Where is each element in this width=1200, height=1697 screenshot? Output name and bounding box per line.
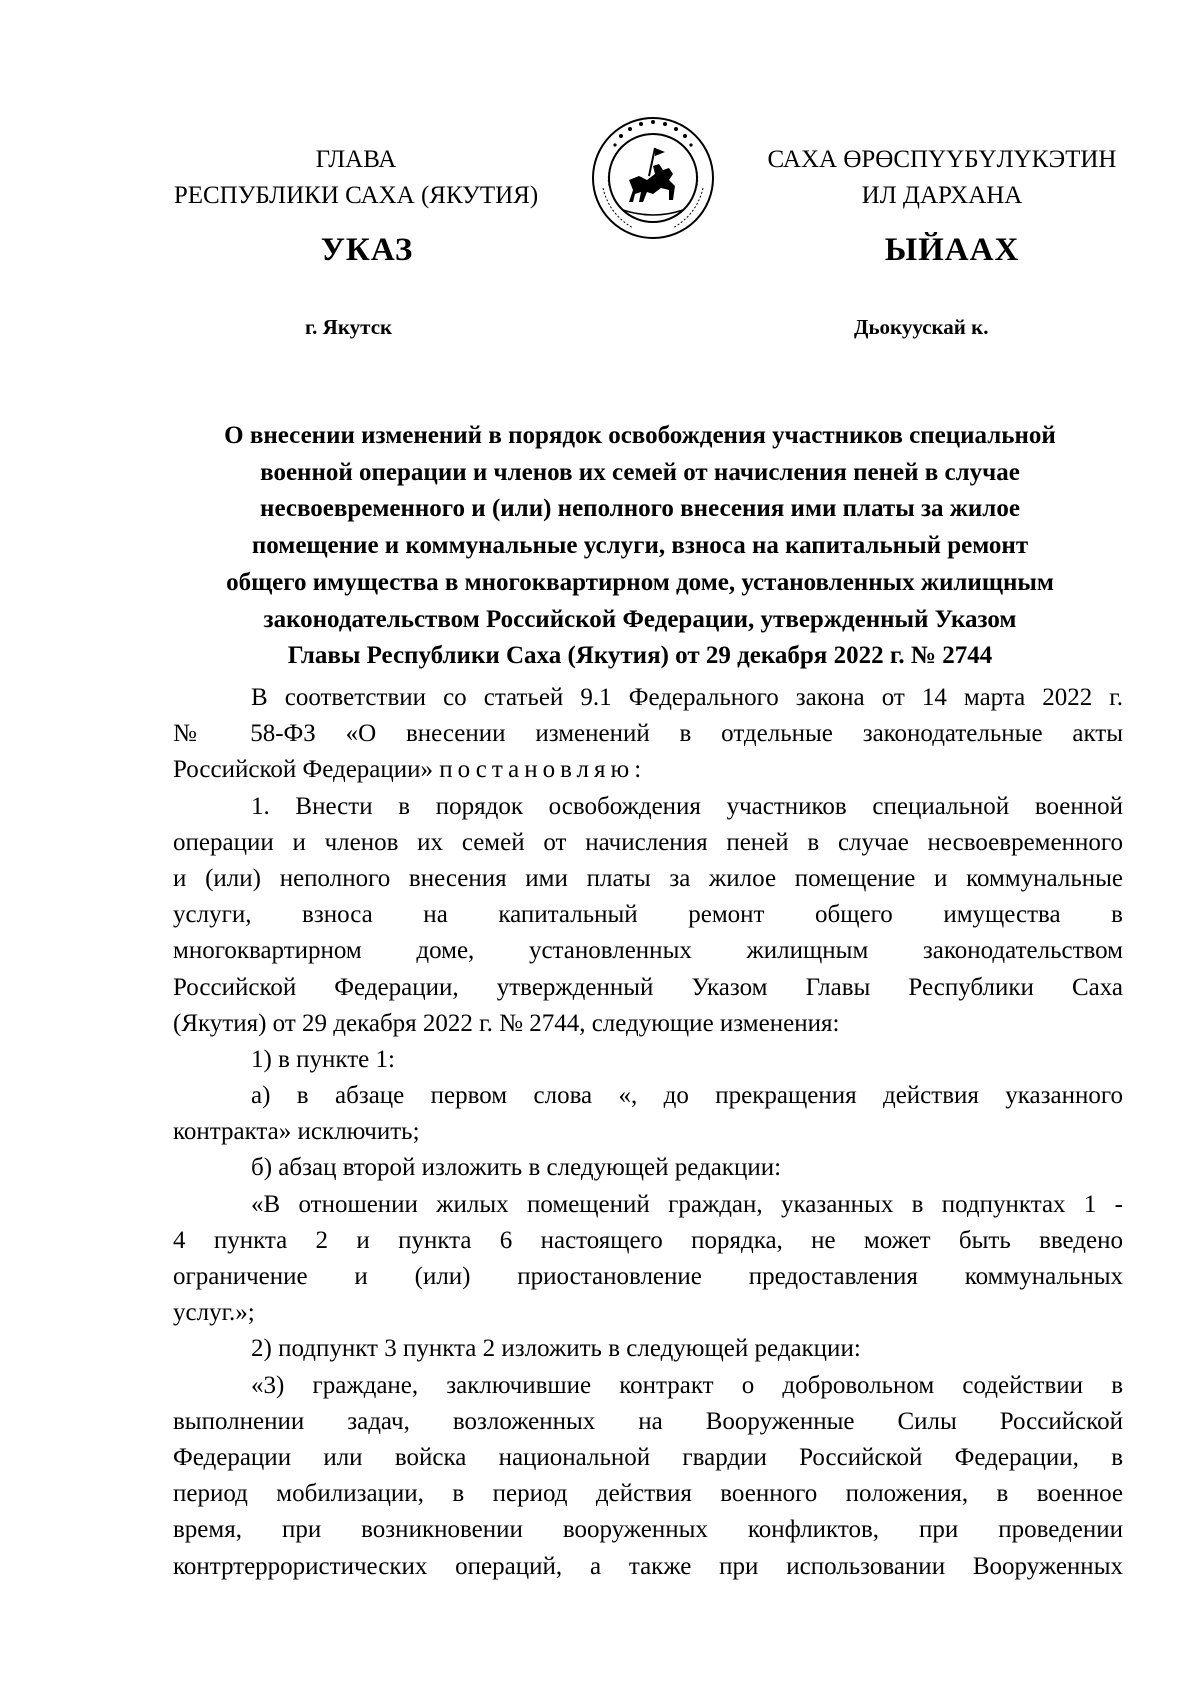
body-line: В соответствии со статьей 9.1 Федерального закона от 14 марта 2022 г.: [251, 684, 1123, 711]
body-line: 4 пункта 2 и пункта 6 настоящего порядка, не может быть введено: [173, 1226, 1123, 1254]
body-line: «3) граждане, заключившие контракт о добровольном содействии в: [251, 1371, 1123, 1399]
body-line: многоквартирном доме, установленных жилищным законодательством: [173, 937, 1123, 965]
body-line: № 58-ФЗ «О внесении изменений в отдельные законодательные акты: [173, 720, 1123, 748]
body-line: выполнении задач, возложенных на Вооруженные Силы Российской: [173, 1407, 1123, 1435]
header-right-line1: САХА ӨРӨСПҮҮБҮЛҮКЭТИН: [767, 146, 1117, 173]
title-line: военной операции и членов их семей от начисления пеней в случае: [260, 458, 1020, 486]
coat-of-arms-icon: [589, 114, 717, 242]
body-line: 1) в пункте 1:: [251, 1045, 395, 1073]
title-line: общего имущества в многоквартирном доме, установленных жилищным: [226, 568, 1054, 596]
title-line: помещение и коммунальные услуги, взноса на капитальный ремонт: [251, 532, 1029, 560]
header-left: [142, 142, 570, 214]
body-line: Федерации или войска национальной гвардии Российской Федерации, в: [173, 1443, 1123, 1471]
document-title: [160, 418, 1120, 675]
body-line: контртеррористических операций, а также при использовании Вооруженных: [173, 1552, 1123, 1580]
body-line: контракта» исключить;: [173, 1118, 420, 1146]
body-line: услуг.»;: [173, 1299, 255, 1327]
body-text: Российской Федерации»: [173, 756, 434, 784]
body-line: а) в абзаце первом слова «, до прекращения действия указанного: [251, 1082, 1123, 1110]
title-line: законодательством Российской Федерации, утвержденный Указом: [263, 605, 1017, 633]
title-line: несвоевременного и (или) неполного внесения ими платы за жилое: [260, 495, 1020, 523]
body-line: время, при возникновении вооруженных конфликтов, при проведении: [173, 1516, 1123, 1544]
body-line: «В отношении жилых помещений граждан, указанных в подпунктах 1 -: [251, 1190, 1123, 1218]
header-right-line2: ИЛ ДАРХАНА: [861, 182, 1023, 209]
place-right: Дьокуускай к.: [854, 315, 989, 339]
body-line: период мобилизации, в период действия военного положения, в военное: [173, 1480, 1123, 1508]
place-left: г. Якутск: [305, 315, 393, 339]
body-line: 2) подпункт 3 пункта 2 изложить в следующей редакции:: [251, 1335, 861, 1363]
header-left-line2: РЕСПУБЛИКИ САХА (ЯКУТИЯ): [173, 182, 539, 209]
title-line: Главы Республики Саха (Якутия) от 29 декабря 2022 г. № 2744: [287, 642, 993, 670]
doc-type-left: УКАЗ: [320, 232, 414, 268]
body-line: и (или) неполного внесения ими платы за жилое помещение и коммунальные: [173, 864, 1123, 892]
body-line: Российской Федерации, утвержденный Указом Главы Республики Саха: [173, 973, 1123, 1001]
doc-type-right: ЫЙААХ: [884, 232, 1020, 268]
body-line: 1. Внести в порядок освобождения участников специальной военной: [251, 792, 1123, 820]
decree-word: постановляю:: [439, 756, 647, 784]
title-line: О внесении изменений в порядок освобождения участников специальной: [224, 422, 1056, 449]
header-right: [742, 142, 1142, 214]
header-left-line1: ГЛАВА: [315, 146, 397, 173]
body-line-decree: [173, 752, 1123, 788]
document-body: [173, 680, 1123, 1585]
body-line: ограничение и (или) приостановление предоставления коммунальных: [173, 1263, 1123, 1290]
body-line: (Якутия) от 29 декабря 2022 г. № 2744, следующие изменения:: [173, 1009, 840, 1037]
body-line: услуги, взноса на капитальный ремонт общего имущества в: [173, 901, 1123, 929]
body-line: б) абзац второй изложить в следующей редакции:: [251, 1154, 782, 1182]
body-line: операции и членов их семей от начисления пеней в случае несвоевременного: [173, 828, 1123, 856]
